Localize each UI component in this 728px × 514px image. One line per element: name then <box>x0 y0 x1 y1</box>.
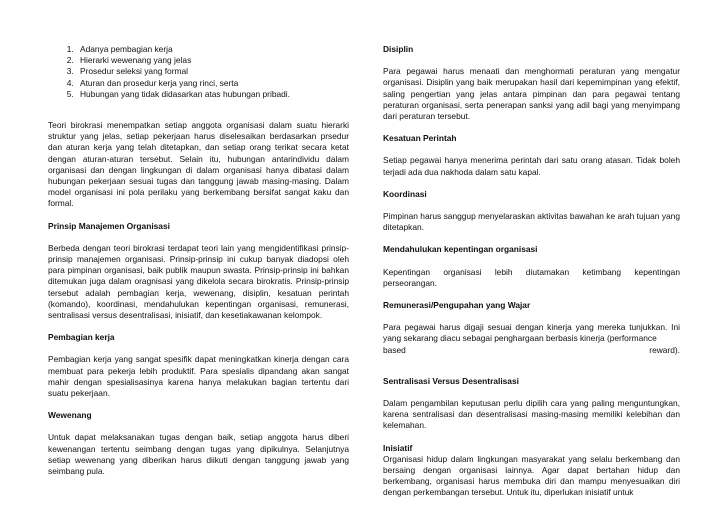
remunerasi-paragraph: Para pegawai harus digaji sesuai dengan kinerja yang mereka tunjukkan. Ini yang sekarang diacu sebagai penghargaan berbasis kinerja (performance <box>383 322 680 344</box>
heading-remunerasi: Remunerasi/Pengupahan yang Wajar <box>383 300 531 311</box>
heading-inisiatif: Inisiatif <box>383 442 413 453</box>
heading-prinsip: Prinsip Manajemen Organisasi <box>48 220 170 231</box>
list-item: 2. Hierarki wewenang yang jelas <box>76 55 349 66</box>
heading-disiplin: Disiplin <box>383 44 414 54</box>
wewenang-paragraph: Untuk dapat melaksanakan tugas dengan baik, setiap anggota harus diberi kewenangan tertentu seimbang dengan tugas yang dipikulnya. Selanjutnya setiap wewenang yang diberikan harus diikuti dengan tanggung jawab yang seimbang pula. <box>48 432 349 477</box>
heading-wewenang: Wewenang <box>48 410 92 421</box>
sentralisasi-paragraph: Dalam pengambilan keputusan perlu dipilih cara yang paling menguntungkan, karena sentralisasi dan desentralisasi masing-masing memiliki kelebihan dan kelemahan. <box>383 398 680 431</box>
koordinasi-paragraph: Pimpinan harus sanggup menyelaraskan aktivitas bawahan ke arah tujuan yang ditetapkan. <box>383 211 680 233</box>
remunerasi-last-line <box>383 345 680 356</box>
intro-paragraph: Teori birokrasi menempatkan setiap anggota organisasi dalam suatu hierarki struktur yang jelas, setiap pekerjaan harus diselesaikan berdasarkan prsedur dan aturan kerja yang telah ditetapkan, dan setiap orang terikat secara ketat dengan aturan-aturan tersebut. Selain itu, hubungan antarindividu dalam organisasi dan dengan lingkungan di dalam organisasi hanya dibatasi dalam hubungan pekerjaan sesuai tugas dan tanggung jawab masing-masing. Dalam model organisasi ini pola perilaku yang berkembang bersifat sangat kaku dan formal. <box>48 120 349 209</box>
kesatuan-paragraph: Setiap pegawai hanya menerima perintah dari satu orang atasan. Tidak boleh terjadi ada dua nakhoda dalam satu kapal. <box>383 155 680 177</box>
heading-mendahulukan: Mendahulukan kepentingan organisasi <box>383 244 538 255</box>
list-item: 3. Prosedur seleksi yang formal <box>76 66 349 77</box>
remunerasi-last-left: based <box>383 344 406 355</box>
heading-kesatuan-perintah: Kesatuan Perintah <box>383 133 457 144</box>
remunerasi-last-right: reward). <box>649 344 680 355</box>
list-item: 4. Aturan dan prosedur kerja yang rinci, serta <box>76 78 349 89</box>
inisiatif-paragraph: Organisasi hidup dalam lingkungan masyarakat yang selalu berkembang dan bersaing dengan organisasi lainnya. Agar dapat bertahan hidup dan berkembang, organisasi harus membuka diri dan mampu menyesuaikan diri dengan perkembangan tersebut. Untuk itu, diperlukan inisiatif untuk <box>383 453 680 498</box>
heading-pembagian-kerja: Pembagian kerja <box>48 332 115 343</box>
heading-koordinasi: Koordinasi <box>383 188 427 199</box>
heading-sentralisasi: Sentralisasi Versus Desentralisasi <box>383 375 519 386</box>
prinsip-paragraph: Berbeda dengan teori birokrasi terdapat teori lain yang mengidentifikasi prinsip-prinsip manajemen organisasi. Prinsip-prinsip ini cukup banyak diadopsi oleh para pimpinan organisasi, baik publik maupun swasta. Prinsip-prinsip ini bahkan ditemukan juga dalam oragnisasi yang dikelola secara birokratis. Prinsip-prinsip tersebut adalah pembagian kerja, wewenang, disiplin, kesatuan perintah (komando), koordinasi, mendahulukan kepentingan organisasi, remunerasi, sentralisasi versus desentralisasi, inisiatif, dan kesetiakawanan kelompok. <box>48 242 349 321</box>
right-column <box>383 44 680 499</box>
bureaucracy-characteristics-list <box>48 44 349 100</box>
list-item: 1. Adanya pembagian kerja <box>76 44 349 55</box>
list-item: 5. Hubungan yang tidak didasarkan atas hubungan pribadi. <box>76 89 349 100</box>
pembagian-paragraph: Pembagian kerja yang sangat spesifik dapat meningkatkan kinerja dengan cara membuat para pekerja lebih produktif. Para spesialis dipandang akan sangat mahir dengan spesialisasinya karena hanya melakukan bagian tertentu dari suatu pekerjaan. <box>48 354 349 399</box>
mendahulukan-paragraph: Kepentingan organisasi lebih diutamakan ketimbang kepentingan perseorangan. <box>383 266 680 288</box>
disiplin-paragraph: Para pegawai harus menaati dan menghormati peraturan yang mengatur organisasi. Disiplin yang baik merupakan hasil dari kepemimpinan yang efektif, saling pengertian yang jelas antara pimpinan dan para pegawai tentang peraturan organisasi, serta penerapan sanksi yang adil bagi yang menyimpang dari peraturan tersebut. <box>383 66 680 122</box>
left-column <box>48 44 349 477</box>
